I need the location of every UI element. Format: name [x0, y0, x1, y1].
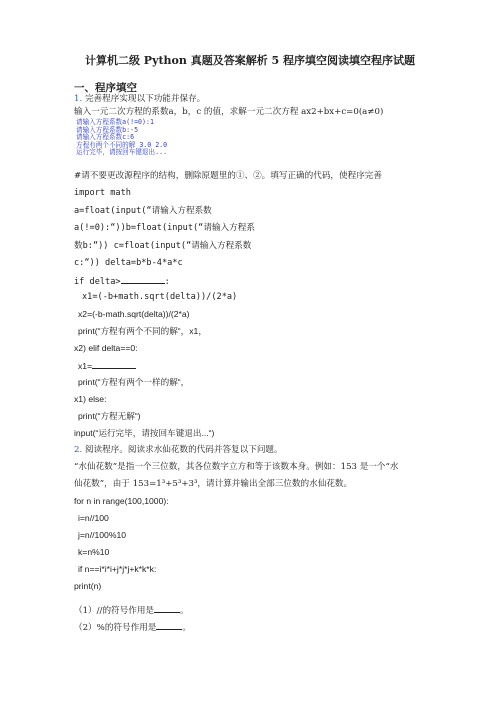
page-title: 计算机二级 Python 真题及答案解析 5 程序填空阅读填空程序试题	[84, 54, 416, 67]
code-line: a(!=0):“))b=float(input(“请输入方程系	[74, 223, 255, 233]
code-text: x1=	[78, 361, 93, 371]
code-line: print(“方程有两个一样的解“，	[78, 377, 190, 387]
q1-stem	[74, 93, 205, 105]
code-line: for n in range(100,1000):	[74, 496, 169, 506]
q2-description-2: 仙花数”，由于 153=1³+5³+3³，请计算并输出全部三位数的水仙花数。	[74, 479, 353, 489]
code-line: x1=(-b+math.sqrt(delta))/(2*a)	[82, 292, 238, 302]
code-line: c:“)) delta=b*b-4*a*c	[74, 258, 183, 268]
code-line: import math	[74, 188, 131, 198]
code-line: 数b:“)) c=float(input(“请输入方程系数	[74, 241, 252, 251]
q1-description: 输入一元二次方程的系数a，b，c 的值，求解一元二次方程 ax2+bx+c=0(a≠0)	[74, 107, 384, 117]
q2-description-1: “水仙花数”是指一个三位数，其各位数字立方和等于该数本身。例如：153 是一个“水	[74, 462, 399, 472]
screenshot-line: 请输入方程系数c:6	[76, 133, 135, 142]
code-line: if n==i*i*i+j*j*j+k*k*k:	[78, 564, 157, 574]
period: 。	[180, 606, 189, 616]
q1-run-screenshot	[76, 119, 212, 157]
q2-sub1	[74, 603, 189, 617]
code-line: x2) elif delta==0:	[74, 343, 138, 353]
answer-blank[interactable]	[92, 359, 136, 369]
q1-note: #请不要更改源程序的结构，删除原题里的①、②。填写正确的代码，使程序完善	[74, 171, 382, 181]
q2-stem	[74, 444, 283, 456]
q2-sub2	[74, 620, 191, 634]
screenshot-line: 运行完毕，请按回车键退出...	[76, 148, 168, 157]
code-text: if delta>	[74, 277, 121, 287]
answer-blank[interactable]	[154, 603, 180, 613]
code-line: j=n//100%10	[78, 530, 127, 540]
q2-stem-text: 阅读程序。阅读求水仙花数的代码并答复以下问题。	[84, 445, 283, 455]
sub1-text: （1）//的符号作用是	[74, 606, 155, 616]
screenshot-line: 请输入方程系数a(!=0):1	[76, 118, 154, 126]
code-line-x1	[78, 359, 136, 372]
period: 。	[182, 623, 191, 633]
answer-blank[interactable]	[156, 620, 182, 630]
code-line: print(n)	[74, 581, 102, 591]
code-line: x2=(-b-math.sqrt(delta))/(2*a)	[78, 309, 190, 319]
code-line: k=n%10	[78, 547, 110, 557]
code-line: input(“运行完毕，请按回车键退出...“)	[74, 428, 215, 438]
code-line: print(“方程无解“)	[78, 411, 141, 421]
colon-text: :	[164, 277, 170, 287]
code-line: i=n//100	[78, 513, 109, 523]
q2-number: 2.	[74, 445, 83, 455]
answer-blank[interactable]	[121, 274, 165, 284]
section-heading: 一、程序填空	[74, 82, 137, 94]
code-line: print(“方程有两个不同的解“，x1，	[78, 326, 207, 336]
screenshot-line: 请输入方程系数b:-5	[76, 125, 139, 134]
screenshot-line: 方程有两个不同的解 3.0 2.0	[76, 140, 168, 149]
q1-stem-text: 完善程序实现以下功能并保存。	[84, 94, 206, 104]
code-line: a=float(input(“请输入方程系数	[74, 206, 212, 216]
sub2-text: （2）%的符号作用是	[74, 623, 157, 633]
code-line: x1) else:	[74, 394, 107, 404]
code-line-if	[74, 274, 170, 288]
q1-number: 1.	[74, 94, 83, 104]
